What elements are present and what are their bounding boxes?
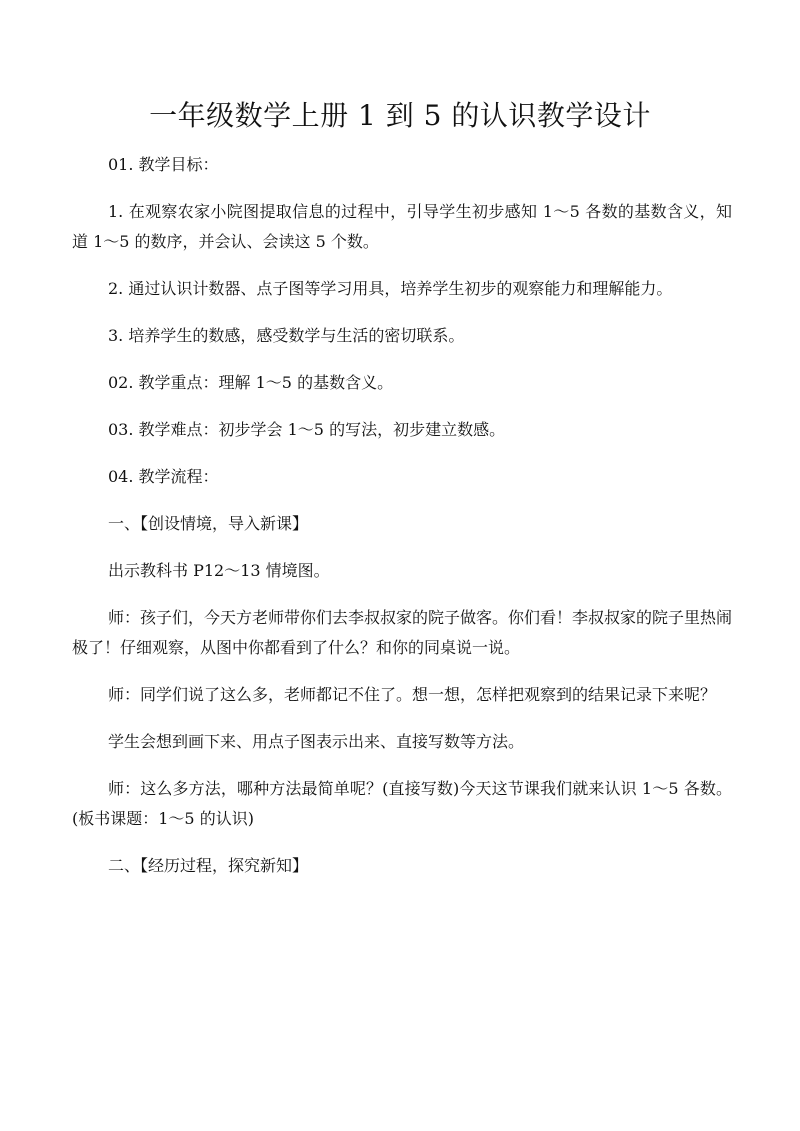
section-two-heading: 二、【经历过程，探究新知】 (108, 856, 309, 875)
heading-process: 04. 教学流程： (108, 467, 219, 486)
objective-1: 1. 在观察农家小院图提取信息的过程中，引导学生初步感知 1～5 各数的基数含义，知道 1～5 的数序，并会认、会读这 5 个数。 (72, 202, 732, 251)
heading-objectives: 01. 教学目标： (108, 155, 219, 174)
section-one-heading: 一、【创设情境，导入新课】 (108, 514, 309, 533)
heading-difficulties: 03. 教学难点：初步学会 1～5 的写法，初步建立数感。 (108, 420, 506, 439)
teacher-line-3: 师：这么多方法，哪种方法最简单呢？(直接写数)今天这节课我们就来认识 1～5 各数。(板书课题：1～5 的认识) (72, 779, 732, 828)
document-body (72, 150, 732, 898)
objective-2: 2. 通过认识计数器、点子图等学习用具，培养学生初步的观察能力和理解能力。 (108, 279, 673, 298)
show-textbook-line: 出示教科书 P12～13 情境图。 (108, 561, 330, 580)
document-title: 一年级数学上册 1 到 5 的认识教学设计 (149, 99, 651, 132)
students-line: 学生会想到画下来、用点子图表示出来、直接写数等方法。 (108, 732, 525, 751)
heading-key-points: 02. 教学重点：理解 1～5 的基数含义。 (108, 373, 394, 392)
teacher-line-2: 师：同学们说了这么多，老师都记不住了。想一想，怎样把观察到的结果记录下来呢？ (108, 685, 717, 704)
teacher-line-1: 师：孩子们，今天方老师带你们去李叔叔家的院子做客。你们看！李叔叔家的院子里热闹极了！仔细观察，从图中你都看到了什么？和你的同桌说一说。 (72, 608, 733, 657)
objective-3: 3. 培养学生的数感，感受数学与生活的密切联系。 (108, 326, 465, 345)
